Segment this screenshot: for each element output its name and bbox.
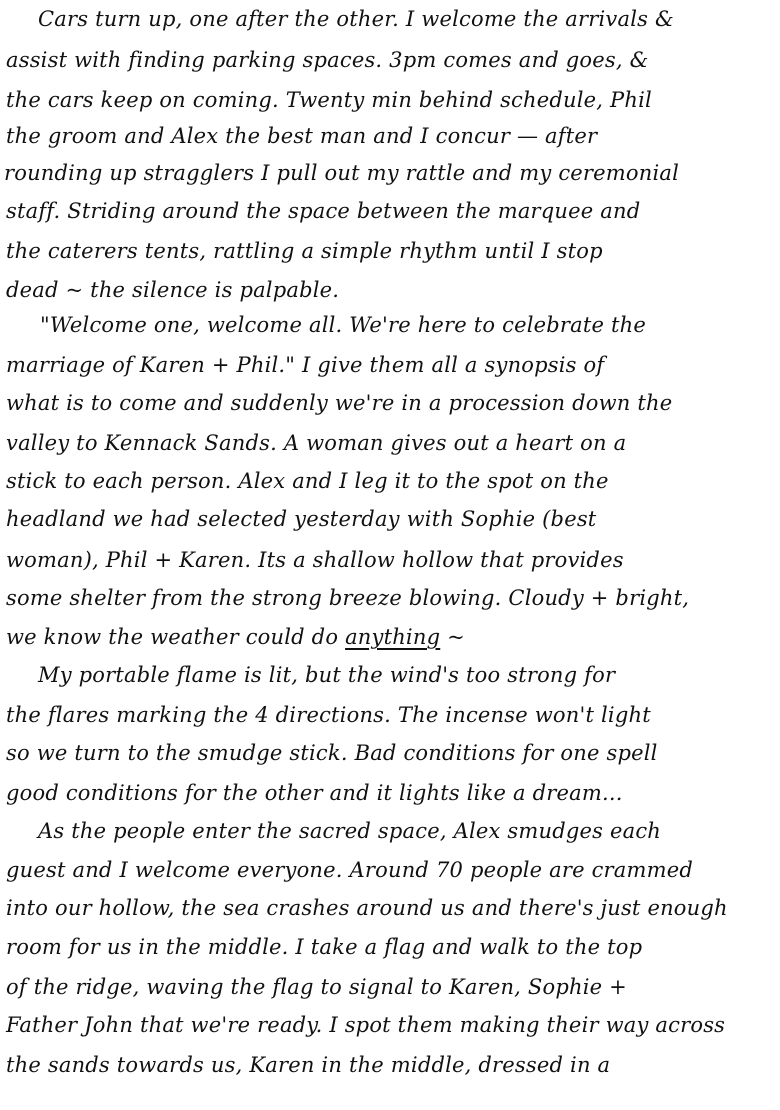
text-line: Cars turn up, one after the other. I welcome the arrivals & (38, 7, 674, 31)
text-line: so we turn to the smudge stick. Bad conditions for one spell (6, 741, 658, 765)
text-line: stick to each person. Alex and I leg it to the spot on the (6, 469, 609, 493)
text-line: My portable flame is lit, but the wind's too strong for (38, 663, 616, 687)
text-line: the caterers tents, rattling a simple rhythm until I stop (6, 239, 603, 263)
text-line: the groom and Alex the best man and I concur — after (6, 124, 598, 148)
text-line: assist with finding parking spaces. 3pm comes and goes, & (6, 48, 649, 72)
text-line: "Welcome one, welcome all. We're here to celebrate the (40, 313, 647, 337)
text-line: what is to come and suddenly we're in a procession down the (6, 391, 673, 415)
text-line-start: we know the weather could do (6, 625, 339, 649)
text-line: dead ~ the silence is palpable. (6, 278, 340, 302)
text-line: woman), Phil + Karen. Its a shallow hollow that provides (6, 548, 624, 572)
text-line: valley to Kennack Sands. A woman gives out a heart on a (6, 431, 627, 455)
text-line: rounding up stragglers I pull out my rattle and my ceremonial (4, 161, 680, 185)
text-line: the cars keep on coming. Twenty min behind schedule, Phil (6, 88, 652, 112)
text-line (6, 622, 465, 652)
text-line: room for us in the middle. I take a flag and walk to the top (6, 935, 643, 959)
text-line: into our hollow, the sea crashes around us and there's just enough (6, 896, 728, 920)
text-line: staff. Striding around the space between the marquee and (6, 199, 641, 223)
text-line: the sands towards us, Karen in the middle, dressed in a (6, 1053, 611, 1077)
text-line: good conditions for the other and it lights like a dream... (6, 781, 623, 805)
text-line: some shelter from the strong breeze blowing. Cloudy + bright, (6, 586, 690, 610)
text-line: marriage of Karen + Phil." I give them all a synopsis of (6, 353, 605, 377)
text-line-end: ~ (440, 625, 465, 649)
text-line: of the ridge, waving the flag to signal to Karen, Sophie + (6, 975, 627, 999)
text-line: headland we had selected yesterday with Sophie (best (6, 507, 597, 531)
text-line: guest and I welcome everyone. Around 70 people are crammed (6, 858, 693, 882)
underlined-word: anything (345, 625, 441, 649)
text-line: the flares marking the 4 directions. The incense won't light (6, 703, 651, 727)
text-line: Father John that we're ready. I spot them making their way across (6, 1013, 726, 1037)
text-line: As the people enter the sacred space, Alex smudges each (38, 819, 662, 843)
